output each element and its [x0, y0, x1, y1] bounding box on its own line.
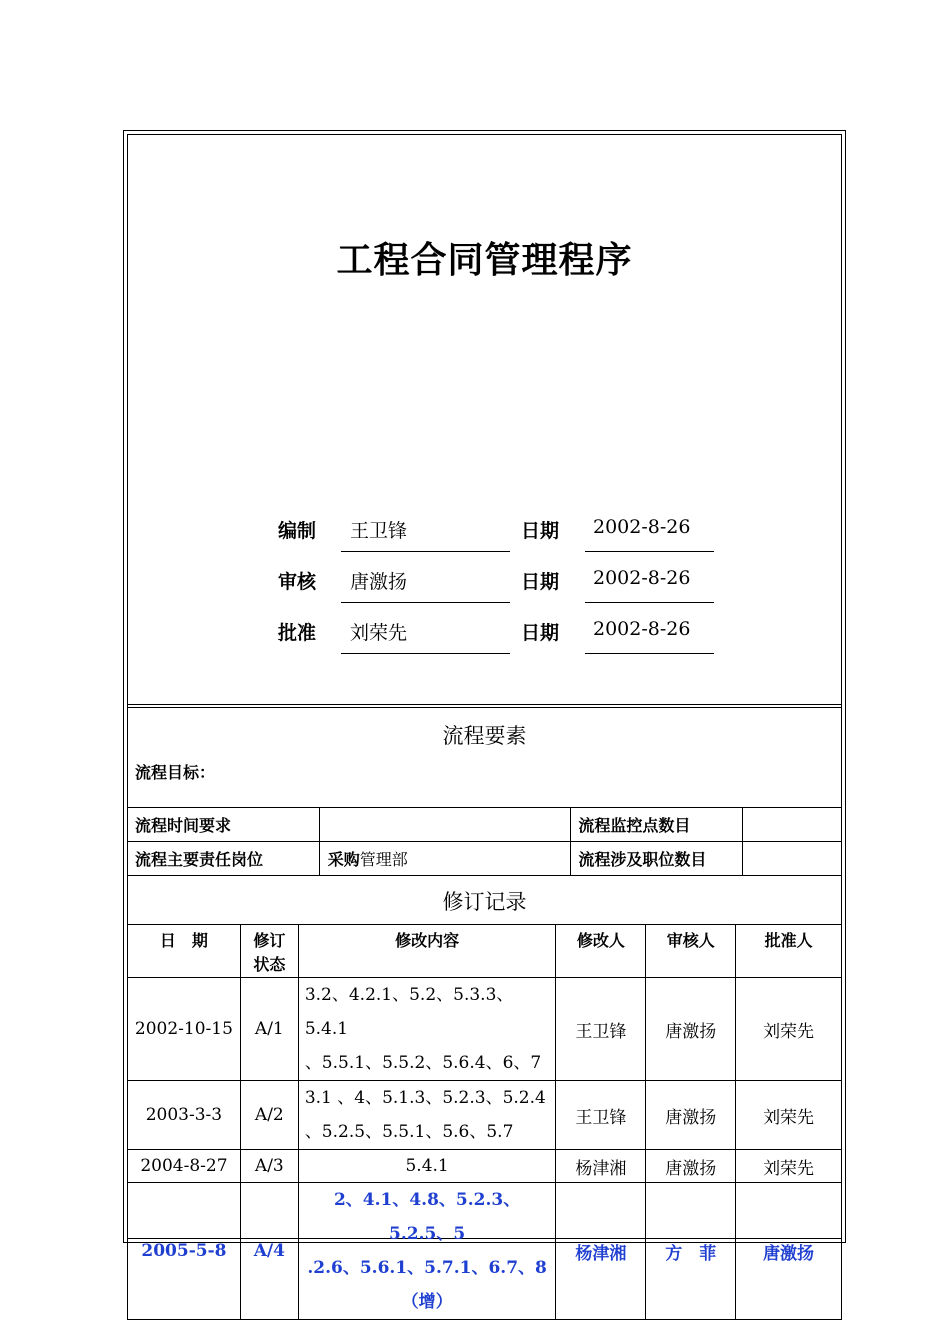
revision-modifier: 杨津湘 — [556, 1150, 646, 1183]
revision-status: A/3 — [240, 1150, 298, 1183]
revision-record-heading: 修订记录 — [442, 890, 527, 914]
revision-approver: 唐激扬 — [736, 1183, 842, 1320]
table-row — [128, 978, 842, 1081]
time-requirement-label: 流程时间要求 — [128, 808, 320, 842]
monitor-points-value — [743, 808, 842, 842]
reviewer-date: 2002-8-26 — [593, 567, 691, 589]
revision-date: 2003-3-3 — [128, 1081, 241, 1150]
approver-date: 2002-8-26 — [593, 618, 691, 640]
approver-name: 刘荣先 — [350, 622, 408, 644]
revision-reviewer: 唐激扬 — [646, 978, 736, 1081]
revision-content-line: .2.6、5.6.1、5.7.1、6.7、8 — [307, 1258, 547, 1278]
revision-content-line: 3.1 、4、5.1.3、5.2.3、5.2.4 — [304, 1088, 546, 1108]
table-row — [128, 1183, 842, 1320]
revision-content-line: 2、4.1、4.8、5.2.3、5.2.5、5 — [333, 1190, 521, 1244]
table-row — [128, 1150, 842, 1183]
reviewer-underline — [341, 602, 510, 603]
revision-content — [298, 978, 556, 1081]
process-goal-label: 流程目标： — [135, 763, 216, 782]
approver-date-label: 日期 — [521, 622, 560, 644]
table-row — [128, 808, 842, 842]
reviewer-label: 审核 — [278, 571, 317, 593]
header-status-line2: 状态 — [253, 955, 286, 974]
header-content: 修改内容 — [298, 925, 556, 978]
reviewer-date-label: 日期 — [521, 571, 560, 593]
table-row — [128, 1081, 842, 1150]
section-divider-top — [128, 704, 841, 705]
process-elements-heading: 流程要素 — [442, 724, 527, 748]
compiler-underline — [341, 551, 510, 552]
header-status — [240, 925, 298, 978]
compiler-date-label: 日期 — [521, 520, 560, 542]
section-divider-bottom — [128, 707, 841, 708]
compiler-label: 编制 — [278, 520, 317, 542]
responsible-value-rest: 管理部 — [359, 850, 408, 869]
document-title: 工程合同管理程序 — [336, 240, 633, 281]
positions-count-label: 流程涉及职位数目 — [571, 842, 743, 876]
time-requirement-value — [319, 808, 571, 842]
revision-date: 2004-8-27 — [128, 1150, 241, 1183]
reviewer-date-underline — [585, 602, 714, 603]
revision-modifier: 杨津湘 — [556, 1183, 646, 1320]
responsible-position-label: 流程主要责任岗位 — [128, 842, 320, 876]
revision-approver: 刘荣先 — [736, 1081, 842, 1150]
revision-status: A/2 — [240, 1081, 298, 1150]
responsible-position-value — [319, 842, 571, 876]
revision-table — [127, 924, 842, 1320]
revision-content-line: （增） — [401, 1292, 453, 1312]
revision-modifier: 王卫锋 — [556, 978, 646, 1081]
header-reviewer: 审核人 — [646, 925, 736, 978]
header-status-line1: 修订 — [253, 931, 286, 950]
compiler-name: 王卫锋 — [350, 520, 408, 542]
revision-content: 5.4.1 — [298, 1150, 556, 1183]
approver-date-underline — [585, 653, 714, 654]
approver-underline — [341, 653, 510, 654]
header-modifier: 修改人 — [556, 925, 646, 978]
revision-reviewer: 唐激扬 — [646, 1150, 736, 1183]
revision-date: 2005-5-8 — [128, 1183, 241, 1320]
revision-header-row — [128, 925, 842, 978]
revision-approver: 刘荣先 — [736, 1150, 842, 1183]
compiler-date-underline — [585, 551, 714, 552]
header-approver: 批准人 — [736, 925, 842, 978]
responsible-value-bold: 采购 — [327, 850, 360, 869]
process-elements-table — [127, 807, 842, 876]
positions-count-value — [743, 842, 842, 876]
revision-content-line: 、5.5.1、5.5.2、5.6.4、6、7 — [304, 1053, 542, 1073]
compiler-date: 2002-8-26 — [593, 516, 691, 538]
revision-modifier: 王卫锋 — [556, 1081, 646, 1150]
revision-content — [298, 1183, 556, 1320]
revision-reviewer: 方 菲 — [646, 1183, 736, 1320]
revision-status: A/4 — [240, 1183, 298, 1320]
revision-status: A/1 — [240, 978, 298, 1081]
revision-date: 2002-10-15 — [128, 978, 241, 1081]
reviewer-name: 唐激扬 — [350, 571, 408, 593]
revision-content — [298, 1081, 556, 1150]
header-date: 日 期 — [128, 925, 241, 978]
approver-label: 批准 — [278, 622, 317, 644]
revision-content-line: 、5.2.5、5.5.1、5.6、5.7 — [304, 1122, 514, 1142]
revision-content-line: 3.2、4.2.1、5.2、5.3.3、5.4.1 — [304, 985, 514, 1039]
table-row — [128, 842, 842, 876]
revision-approver: 刘荣先 — [736, 978, 842, 1081]
revision-reviewer: 唐激扬 — [646, 1081, 736, 1150]
monitor-points-label: 流程监控点数目 — [571, 808, 743, 842]
